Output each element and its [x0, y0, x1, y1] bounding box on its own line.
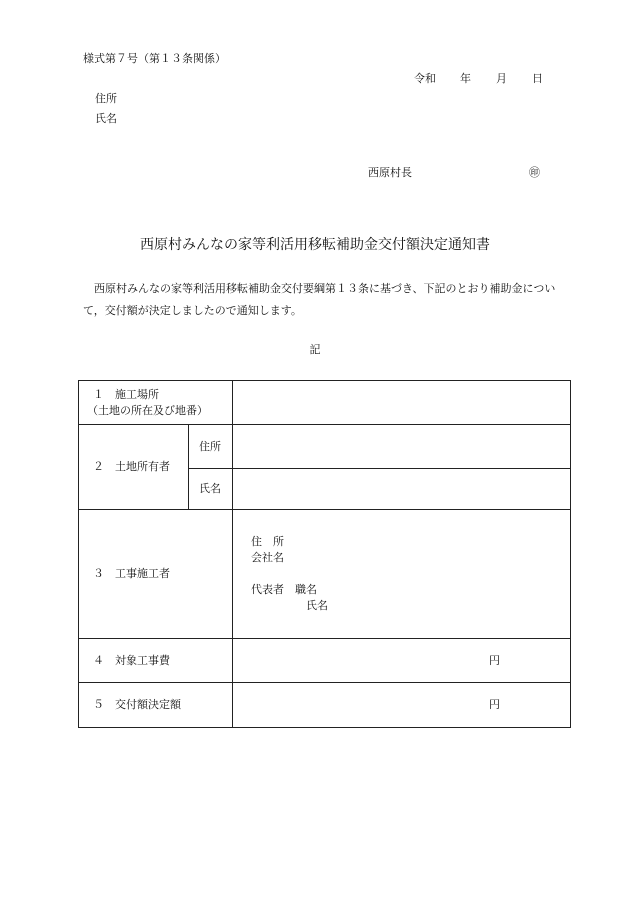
row3-label: 工事施工者	[115, 567, 170, 580]
contractor-address-label: 住 所	[251, 535, 284, 548]
row2-number: ２	[93, 460, 104, 473]
row5-number: ５	[93, 698, 104, 711]
table-row	[79, 510, 571, 639]
row4-label: 対象工事費	[115, 653, 170, 667]
row5-value-cell[interactable]	[233, 683, 571, 728]
table-row	[79, 683, 571, 728]
row4-value-cell[interactable]	[233, 639, 571, 683]
row4-yen-unit: 円	[489, 653, 500, 667]
table-row	[79, 381, 571, 425]
row1-value-cell[interactable]	[233, 381, 571, 425]
document-title: 西原村みんなの家等利活用移転補助金交付額決定通知書	[140, 237, 490, 253]
row1-sublabel: （土地の所在及び地番）	[87, 403, 208, 417]
row2-name-label: 氏名	[189, 469, 233, 510]
date-day: 日	[532, 72, 543, 85]
body-text: 西原村みんなの家等利活用移転補助金交付要綱第１３条に基づき、下記のとおり補助金について，交付額が決定しましたので通知します。	[83, 282, 556, 317]
row5-label-cell	[79, 683, 233, 728]
ki-heading: 記	[309, 343, 321, 356]
seal-mark: ㊞	[529, 166, 540, 179]
table-row	[79, 639, 571, 683]
row2-name-value[interactable]	[233, 469, 571, 510]
row4-label-cell	[79, 639, 233, 683]
date-year: 年	[460, 72, 471, 85]
row2-address-label: 住所	[189, 425, 233, 469]
addressee-address-label: 住所	[95, 92, 117, 105]
contractor-company-label: 会社名	[251, 551, 284, 564]
row3-value-cell[interactable]	[233, 510, 571, 639]
row4-number: ４	[93, 653, 104, 667]
row1-number: １	[93, 387, 104, 401]
mayor-title: 西原村長	[368, 166, 412, 179]
addressee-name-label: 氏名	[95, 112, 117, 125]
row1-label-cell	[79, 381, 233, 425]
contractor-rep-name-label: 氏名	[306, 599, 328, 612]
row3-label-cell	[79, 510, 233, 639]
row2-label: 土地所有者	[115, 460, 170, 473]
row1-label: 施工場所	[115, 387, 159, 401]
contractor-rep-title-label: 代表者 職名	[251, 583, 317, 596]
row3-number: ３	[93, 567, 104, 580]
row2-label-cell	[79, 425, 189, 510]
row5-yen-unit: 円	[489, 698, 500, 711]
date-month: 月	[496, 72, 507, 85]
date-line	[414, 73, 543, 84]
row5-label: 交付額決定額	[115, 698, 181, 711]
table-row	[79, 425, 571, 469]
record-table	[78, 380, 571, 728]
form-number: 様式第７号（第１３条関係）	[83, 52, 226, 65]
row2-address-value[interactable]	[233, 425, 571, 469]
date-era: 令和	[414, 72, 436, 85]
